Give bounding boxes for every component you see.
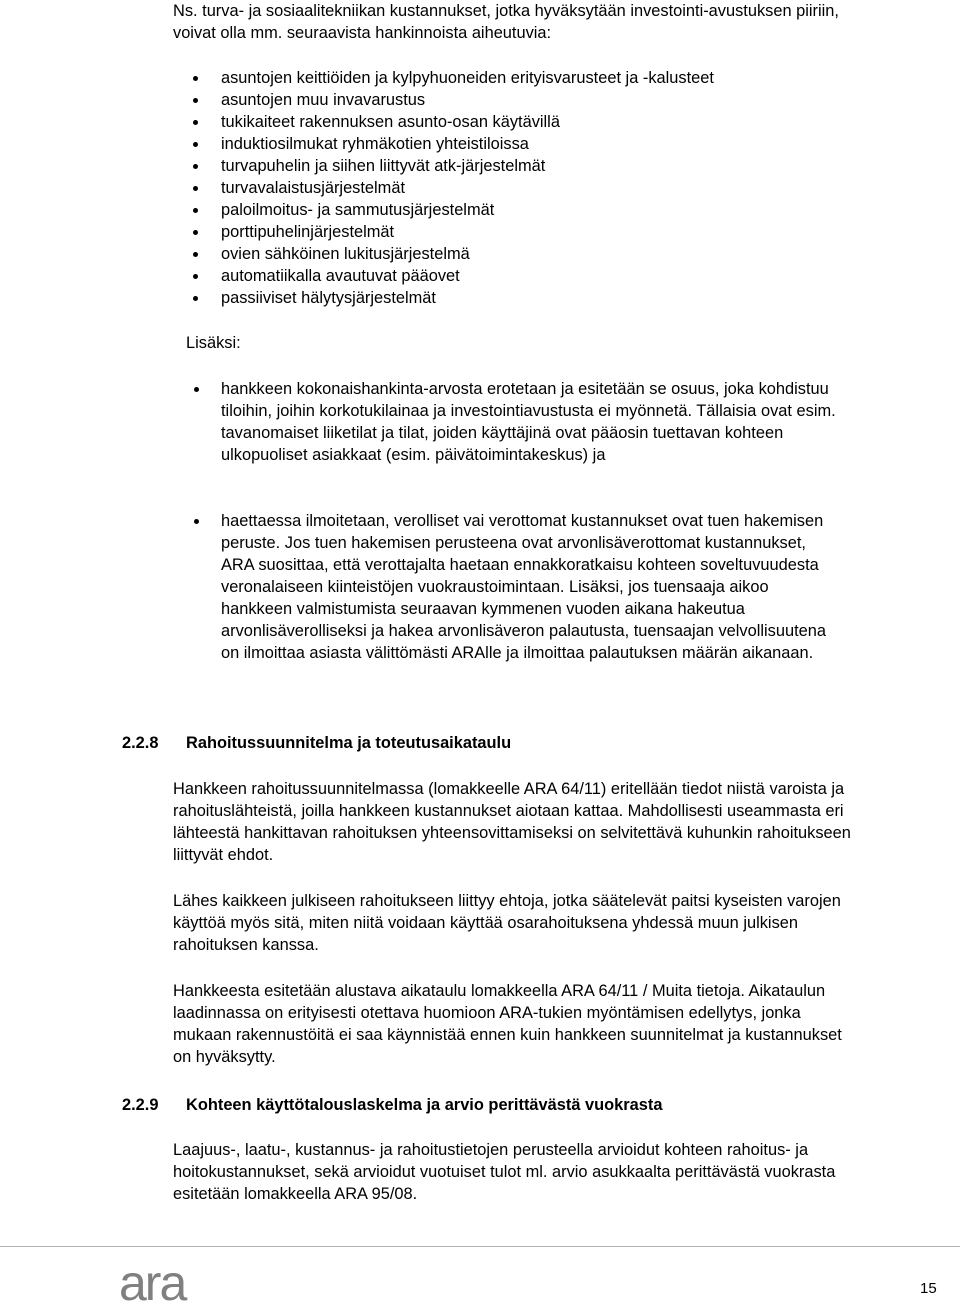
bullet-icon xyxy=(193,252,198,257)
bullet-icon xyxy=(194,519,199,524)
paragraph: Lähes kaikkeen julkiseen rahoitukseen liittyy ehtoja, jotka säätelevät paitsi kyseisten varojen käyttöä myös sitä, miten niitä voidaan käyttää osarahoituksena yhdessä muun julkisen rahoituksen kanssa. xyxy=(173,892,841,954)
page-number: 15 xyxy=(920,1280,937,1297)
list-item: asuntojen muu invavarustus xyxy=(173,89,714,111)
bullet-icon xyxy=(193,274,198,279)
paragraph: Hankkeen rahoitussuunnitelmassa (lomakkeelle ARA 64/11) eritellään tiedot niistä varoista ja rahoituslähteistä, joilla hankkeen kustannukset aiotaan kattaa. Mahdollisesti useammasta eri lähteestä hankittavan rahoituksen yhteensovittamiseksi on selvitettävä kuhunkin rahoitukseen liittyvät ehdot. xyxy=(173,780,851,864)
list-item: automatiikalla avautuvat pääovet xyxy=(173,265,714,287)
bullet-icon xyxy=(193,98,198,103)
section-heading-2-2-9 xyxy=(122,1094,662,1116)
svg-text:ara: ara xyxy=(119,1262,186,1304)
bullet-icon xyxy=(193,142,198,147)
list-item: ovien sähköinen lukitusjärjestelmä xyxy=(173,243,714,265)
footer-divider xyxy=(0,1246,960,1247)
hankinta-list xyxy=(173,67,714,309)
bullet-icon xyxy=(194,387,199,392)
section-title: Kohteen käyttötalouslaskelma ja arvio perittävästä vuokrasta xyxy=(186,1096,663,1114)
list-item: asuntojen keittiöiden ja kylpyhuoneiden erityisvarusteet ja -kalusteet xyxy=(173,67,714,89)
bullet-icon xyxy=(193,296,198,301)
bullet-icon xyxy=(193,186,198,191)
paragraph: Hankkeesta esitetään alustava aikataulu lomakkeella ARA 64/11 / Muita tietoja. Aikataulun laadinnassa on erityisesti otettava huomioon ARA-tukien myöntämisen edellytys, jonka mukaan rakennustöitä ei saa käynnistää ennen kuin hankkeen suunnitelmat ja kustannukset on hyväksytty. xyxy=(173,982,842,1066)
list-item: paloilmoitus- ja sammutusjärjestelmät xyxy=(173,199,714,221)
section-number: 2.2.9 xyxy=(122,1096,159,1114)
section-heading-2-2-8 xyxy=(122,732,511,754)
list-item: induktiosilmukat ryhmäkotien yhteistiloissa xyxy=(173,133,714,155)
lisaksi-item: hankkeen kokonaishankinta-arvosta erotetaan ja esitetään se osuus, joka kohdistuu tiloihin, joihin korkotukilainaa ja investointiavustusta ei myönnetä. Tällaisia ovat esim. tavanomaiset liiketilat ja tilat, joiden käyttäjinä ovat pääosin tuettavan kohteen ulkopuoliset asiakkaat (esim. päivätoimintakeskus) ja xyxy=(221,378,841,466)
section-number: 2.2.8 xyxy=(122,734,159,752)
bullet-icon xyxy=(193,164,198,169)
bullet-icon xyxy=(193,208,198,213)
list-item: tukikaiteet rakennuksen asunto-osan käytävillä xyxy=(173,111,714,133)
lisaksi-item: haettaessa ilmoitetaan, verolliset vai verottomat kustannukset ovat tuen hakemisen peruste. Jos tuen hakemisen perusteena ovat arvonlisäverottomat kustannukset, ARA suosittaa, että verottajalta haetaan ennakkoratkaisu kohteen soveltuvuudesta veronalaiseen kiinteistöjen vuokraustoimintaan. Lisäksi, jos tuensaaja aikoo hankkeen valmistumista seuraavan kymmenen vuoden aikana hakeutua arvonlisäverolliseksi ja hakea arvonlisäveron palautusta, tuensaajan velvollisuutena on ilmoittaa asiasta välittömästi ARAlle ja ilmoittaa palautuksen määrän aikanaan. xyxy=(221,510,841,664)
intro-paragraph: Ns. turva- ja sosiaalitekniikan kustannukset, jotka hyväksytään investointi-avustuksen piiriin, voivat olla mm. seuraavista hankinnoista aiheutuvia: xyxy=(173,2,839,42)
lisaksi-label: Lisäksi: xyxy=(186,334,241,352)
paragraph: Laajuus-, laatu-, kustannus- ja rahoitustietojen perusteella arvioidut kohteen rahoitus- ja hoitokustannukset, sekä arvioidut vuotuiset tulot ml. arvio asukkaalta perittävästä vuokrasta esitetään lomakkeella ARA 95/08. xyxy=(173,1141,836,1203)
bullet-icon xyxy=(193,230,198,235)
bullet-icon xyxy=(193,120,198,125)
list-item: turvavalaistusjärjestelmät xyxy=(173,177,714,199)
section-title: Rahoitussuunnitelma ja toteutusaikataulu xyxy=(186,734,512,752)
list-item: passiiviset hälytysjärjestelmät xyxy=(173,287,714,309)
ara-logo xyxy=(119,1262,197,1304)
list-item: turvapuhelin ja siihen liittyvät atk-järjestelmät xyxy=(173,155,714,177)
list-item: porttipuhelinjärjestelmät xyxy=(173,221,714,243)
bullet-icon xyxy=(193,76,198,81)
